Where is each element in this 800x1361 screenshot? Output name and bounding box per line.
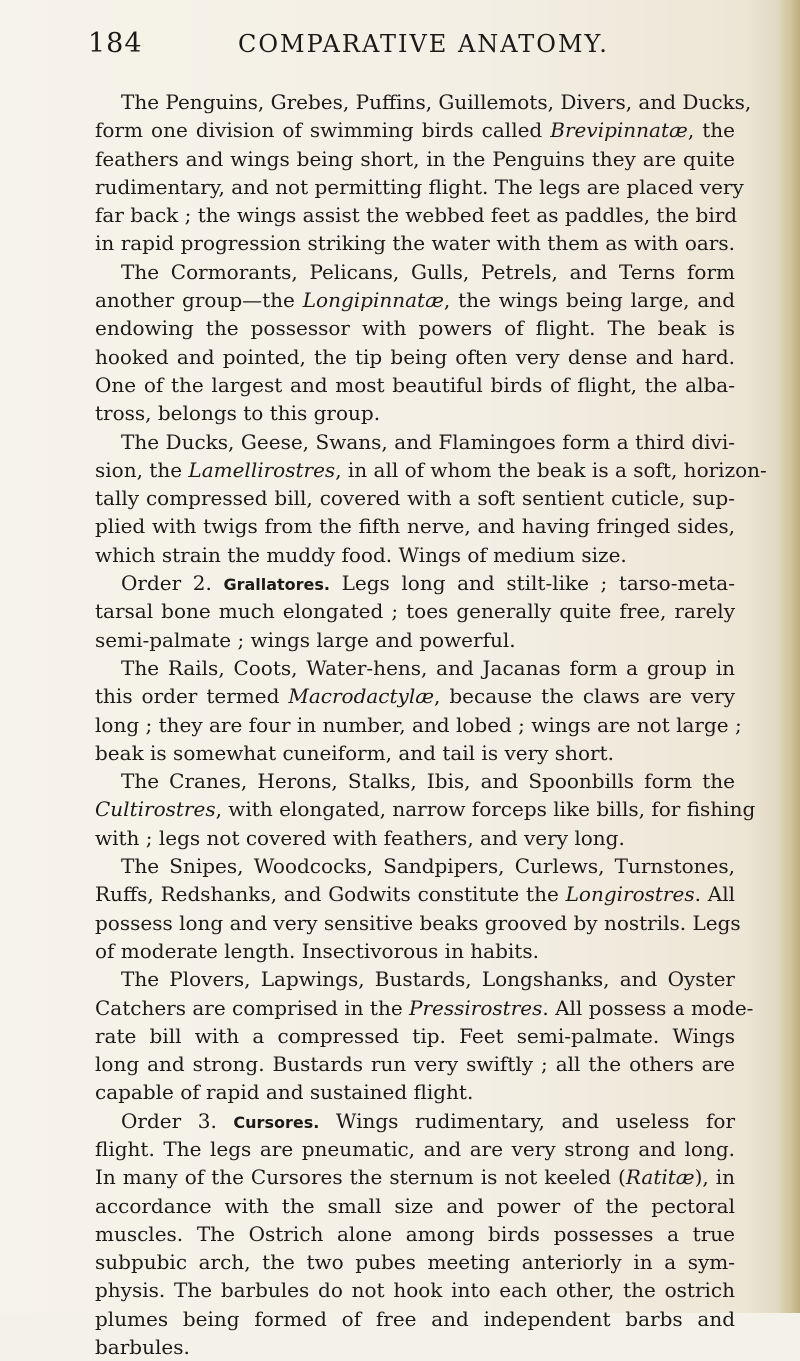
text-run: possess long and very sensitive beaks grooved by nostrils. Legs <box>95 910 741 935</box>
italic-term: Longirostres <box>565 882 695 907</box>
text-line <box>95 626 735 654</box>
text-run: semi-palmate ; wings large and powerful. <box>95 627 516 652</box>
italic-term: Ratitæ <box>625 1165 695 1190</box>
text-run: Ruffs, Redshanks, and Godwits constitute the <box>95 882 566 907</box>
text-run: The Cranes, Herons, Stalks, Ibis, and Spoonbills form the <box>121 769 735 794</box>
text-run: The Penguins, Grebes, Puffins, Guillemots, Divers, and Ducks, <box>121 90 752 114</box>
text-run: , the wings being large, and <box>443 288 735 313</box>
text-run: . All <box>694 882 735 907</box>
body-text <box>95 88 767 1361</box>
text-line <box>95 682 735 710</box>
text-line <box>95 173 744 201</box>
italic-term: Longipinnatæ <box>302 288 444 313</box>
text-run: Legs long and stilt-like ; tarso-meta- <box>330 571 735 596</box>
text-line <box>95 1333 735 1361</box>
text-line <box>95 965 735 993</box>
text-line <box>95 145 735 173</box>
text-run: physis. The barbules do not hook into each other, the ostrich <box>95 1278 735 1303</box>
text-line <box>95 258 735 286</box>
italic-term: Cultirostres <box>95 797 216 822</box>
text-line <box>95 654 735 682</box>
text-run: endowing the possessor with powers of flight. The beak is <box>95 316 735 341</box>
text-line <box>95 1305 735 1333</box>
text-run: far back ; the wings assist the webbed feet as paddles, the bird <box>95 203 738 228</box>
running-header <box>88 28 728 62</box>
text-run: with ; legs not covered with feathers, and very long. <box>95 825 625 850</box>
text-run: rate bill with a compressed tip. Feet semi-palmate. Wings <box>95 1023 735 1048</box>
text-line <box>95 399 735 427</box>
text-run: In many of the Cursores the sternum is not keeled ( <box>95 1165 626 1190</box>
text-run: subpubic arch, the two pubes meeting anteriorly in a sym- <box>95 1250 735 1275</box>
text-line <box>95 286 735 314</box>
text-run: Catchers are comprised in the <box>95 995 410 1020</box>
text-line <box>95 1107 735 1135</box>
order-name: Grallatores. <box>223 575 331 595</box>
text-run: long and strong. Bustards run very swiftly ; all the others are <box>95 1052 735 1077</box>
italic-term: Macrodactylæ <box>288 684 435 709</box>
text-line <box>95 739 735 767</box>
text-run: barbules. <box>95 1335 190 1360</box>
text-run: The Snipes, Woodcocks, Sandpipers, Curlews, Turnstones, <box>121 854 735 879</box>
text-line <box>95 1220 735 1248</box>
text-line <box>95 201 738 229</box>
italic-term: Lamellirostres <box>188 457 336 482</box>
text-line <box>95 1078 735 1106</box>
text-line <box>95 767 735 795</box>
page-edge-shading <box>778 0 800 1313</box>
text-run: sion, the <box>95 457 189 482</box>
running-title: COMPARATIVE ANATOMY. <box>238 30 609 58</box>
text-run: another group—the <box>95 288 303 313</box>
text-line <box>95 1050 735 1078</box>
text-line <box>95 541 735 569</box>
text-run: plumes being formed of free and independent barbs and <box>95 1306 735 1331</box>
text-line <box>95 1276 735 1304</box>
text-run: Wings rudimentary, and useless for <box>319 1108 736 1133</box>
text-run: muscles. The Ostrich alone among birds possesses a true <box>95 1221 735 1246</box>
text-line <box>95 1022 735 1050</box>
text-run: tarsal bone much elongated ; toes generally quite free, rarely <box>95 599 735 624</box>
text-run: hooked and pointed, the tip being often very dense and hard. <box>95 344 735 369</box>
order-name: Cursores. <box>233 1112 320 1132</box>
text-run: which strain the muddy food. Wings of medium size. <box>95 542 627 567</box>
text-line <box>95 937 735 965</box>
text-line <box>95 1163 735 1191</box>
text-line <box>95 994 754 1022</box>
text-run: The Ducks, Geese, Swans, and Flamingoes form a third divi- <box>121 429 735 454</box>
text-line <box>95 512 735 540</box>
text-run: long ; they are four in number, and lobed ; wings are not large ; <box>95 712 742 737</box>
text-line <box>95 229 735 257</box>
text-line <box>95 711 742 739</box>
text-run: in rapid progression striking the water with them as with oars. <box>95 231 735 256</box>
text-line <box>95 824 735 852</box>
text-line <box>95 428 735 456</box>
text-run: plied with twigs from the fifth nerve, and having fringed sides, <box>95 514 735 539</box>
text-line <box>95 880 735 908</box>
text-run: accordance with the small size and power of the pectoral <box>95 1193 735 1218</box>
text-run: capable of rapid and sustained flight. <box>95 1080 474 1105</box>
text-line <box>95 484 735 512</box>
text-line <box>95 1135 735 1163</box>
text-line <box>95 1248 735 1276</box>
text-line <box>95 456 767 484</box>
text-run: rudimentary, and not permitting flight. The legs are placed very <box>95 174 744 199</box>
italic-term: Brevipinnatæ <box>550 118 688 143</box>
text-run: Order 2. <box>121 571 224 596</box>
text-line <box>95 314 735 342</box>
text-run: of moderate length. Insectivorous in habits. <box>95 938 539 963</box>
text-line <box>95 371 735 399</box>
text-run: tally compressed bill, covered with a soft sentient cuticle, sup- <box>95 486 735 511</box>
text-run: form one division of swimming birds called <box>95 118 551 143</box>
page-number: 184 <box>88 28 143 59</box>
text-run: beak is somewhat cuneiform, and tail is very short. <box>95 740 614 765</box>
text-run: One of the largest and most beautiful birds of flight, the alba- <box>95 372 735 397</box>
text-line <box>95 343 735 371</box>
text-run: this order termed <box>95 684 289 709</box>
text-run: , in all of whom the beak is a soft, horizon- <box>335 457 767 482</box>
text-run: The Cormorants, Pelicans, Gulls, Petrels, and Terns form <box>121 259 735 284</box>
text-line <box>95 569 735 597</box>
text-run: ), in <box>694 1165 735 1190</box>
text-line <box>95 909 741 937</box>
text-line <box>95 116 735 144</box>
text-run: . All possess a mode- <box>542 995 754 1020</box>
text-run: feathers and wings being short, in the Penguins they are quite <box>95 146 735 171</box>
text-line <box>95 597 735 625</box>
text-run: tross, belongs to this group. <box>95 401 381 426</box>
text-line <box>95 88 752 116</box>
text-run: , because the claws are very <box>434 684 735 709</box>
text-run: The Rails, Coots, Water-hens, and Jacanas form a group in <box>121 655 735 680</box>
text-run: Order 3. <box>121 1108 234 1133</box>
text-line <box>95 852 735 880</box>
text-line <box>95 795 756 823</box>
text-run: , the <box>687 118 735 143</box>
text-run: The Plovers, Lapwings, Bustards, Longshanks, and Oyster <box>121 967 735 992</box>
italic-term: Pressirostres <box>409 995 543 1020</box>
text-run: , with elongated, narrow forceps like bills, for fishing <box>215 797 756 822</box>
text-line <box>95 1192 735 1220</box>
text-run: flight. The legs are pneumatic, and are very strong and long. <box>95 1136 735 1161</box>
